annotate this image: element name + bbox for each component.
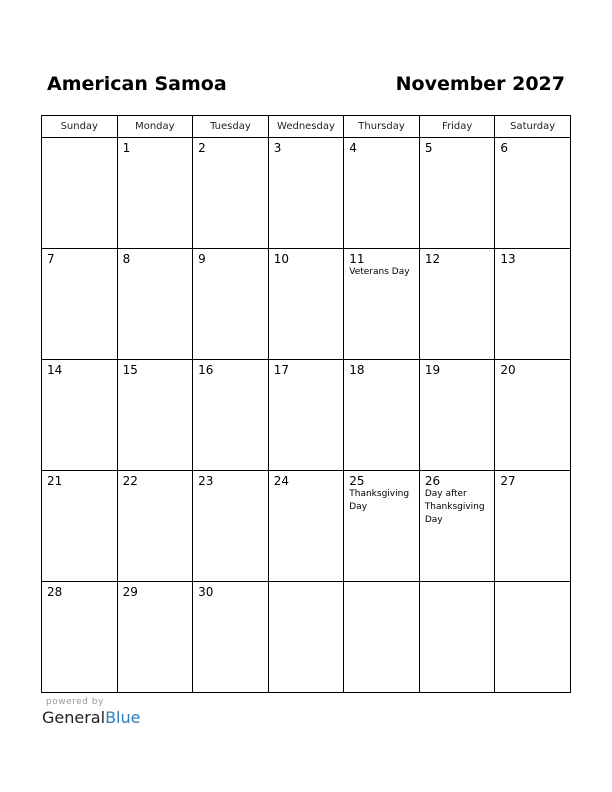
day-cell bbox=[117, 360, 193, 471]
day-cell bbox=[268, 138, 344, 249]
day-number: 27 bbox=[500, 474, 516, 488]
day-number bbox=[420, 582, 495, 585]
day-number: 5 bbox=[424, 141, 433, 155]
day-number: 11 bbox=[349, 252, 365, 266]
calendar-month-title: November 2027 bbox=[395, 73, 565, 95]
day-cell bbox=[117, 582, 193, 693]
weekday-header-sunday: Sunday bbox=[42, 116, 118, 138]
day-cell bbox=[268, 360, 344, 471]
day-number: 25 bbox=[349, 474, 365, 488]
day-number bbox=[42, 138, 117, 141]
weekday-header-saturday: Saturday bbox=[495, 116, 571, 138]
weekday-header-wednesday: Wednesday bbox=[268, 116, 344, 138]
day-number: 26 bbox=[424, 474, 441, 488]
day-number: 18 bbox=[349, 363, 365, 377]
day-number bbox=[495, 582, 570, 585]
day-cell bbox=[344, 138, 420, 249]
calendar-weeks bbox=[42, 138, 571, 693]
week-row bbox=[42, 360, 571, 471]
day-cell bbox=[344, 582, 420, 693]
day-number: 20 bbox=[500, 363, 516, 377]
day-cell bbox=[117, 138, 193, 249]
day-cell bbox=[117, 471, 193, 582]
day-number: 1 bbox=[122, 141, 131, 155]
day-cell bbox=[117, 249, 193, 360]
day-number: 13 bbox=[500, 252, 516, 266]
day-cell bbox=[42, 582, 118, 693]
day-cell bbox=[268, 582, 344, 693]
calendar-country-title: American Samoa bbox=[47, 73, 227, 95]
week-row bbox=[42, 582, 571, 693]
day-cell bbox=[268, 249, 344, 360]
week-row bbox=[42, 138, 571, 249]
day-number: 4 bbox=[349, 141, 357, 155]
day-number: 12 bbox=[424, 252, 441, 266]
day-cell bbox=[419, 138, 495, 249]
week-row bbox=[42, 471, 571, 582]
day-cell bbox=[344, 249, 420, 360]
day-cell bbox=[193, 471, 269, 582]
day-cell bbox=[419, 471, 495, 582]
logo-text-blue: Blue bbox=[105, 708, 141, 727]
day-number: 3 bbox=[273, 141, 282, 155]
day-cell bbox=[495, 360, 571, 471]
day-cell bbox=[419, 360, 495, 471]
day-number: 15 bbox=[122, 363, 138, 377]
weekday-header-monday: Monday bbox=[117, 116, 193, 138]
day-cell bbox=[344, 360, 420, 471]
day-cell bbox=[193, 249, 269, 360]
day-cell bbox=[193, 138, 269, 249]
day-number: 10 bbox=[273, 252, 289, 266]
logo-text-general: General bbox=[42, 708, 106, 727]
day-cell bbox=[193, 582, 269, 693]
day-cell bbox=[495, 138, 571, 249]
powered-by-label: powered by bbox=[46, 697, 104, 707]
day-number: 19 bbox=[424, 363, 441, 377]
day-cell bbox=[495, 582, 571, 693]
holiday-event: Day after Thanksgiving Day bbox=[424, 489, 485, 525]
day-number: 14 bbox=[47, 363, 63, 377]
weekday-header-row bbox=[42, 116, 571, 138]
day-cell bbox=[193, 360, 269, 471]
day-number: 24 bbox=[273, 474, 289, 488]
day-number: 22 bbox=[122, 474, 138, 488]
day-cell bbox=[42, 471, 118, 582]
day-number: 8 bbox=[122, 252, 131, 266]
holiday-event: Veterans Day bbox=[349, 267, 410, 277]
holiday-event: Thanksgiving Day bbox=[349, 489, 410, 512]
day-number: 29 bbox=[122, 585, 138, 599]
day-cell bbox=[42, 138, 118, 249]
calendar-grid bbox=[41, 115, 571, 693]
day-cell bbox=[419, 582, 495, 693]
day-cell bbox=[495, 471, 571, 582]
weekday-header-thursday: Thursday bbox=[344, 116, 420, 138]
day-number: 28 bbox=[47, 585, 63, 599]
weekday-header-tuesday: Tuesday bbox=[193, 116, 269, 138]
day-number: 16 bbox=[198, 363, 214, 377]
day-number: 2 bbox=[198, 141, 206, 155]
day-number: 23 bbox=[198, 474, 214, 488]
day-number bbox=[269, 582, 344, 585]
week-row bbox=[42, 249, 571, 360]
day-cell bbox=[42, 360, 118, 471]
day-number bbox=[344, 582, 419, 585]
day-number: 9 bbox=[198, 252, 206, 266]
weekday-header-friday: Friday bbox=[419, 116, 495, 138]
day-cell bbox=[344, 471, 420, 582]
generalblue-logo bbox=[42, 708, 140, 728]
day-cell bbox=[495, 249, 571, 360]
day-number: 30 bbox=[198, 585, 214, 599]
day-number: 21 bbox=[47, 474, 63, 488]
day-cell bbox=[42, 249, 118, 360]
day-number: 6 bbox=[500, 141, 509, 155]
day-cell bbox=[268, 471, 344, 582]
day-cell bbox=[419, 249, 495, 360]
day-number: 17 bbox=[273, 363, 289, 377]
day-number: 7 bbox=[47, 252, 55, 266]
